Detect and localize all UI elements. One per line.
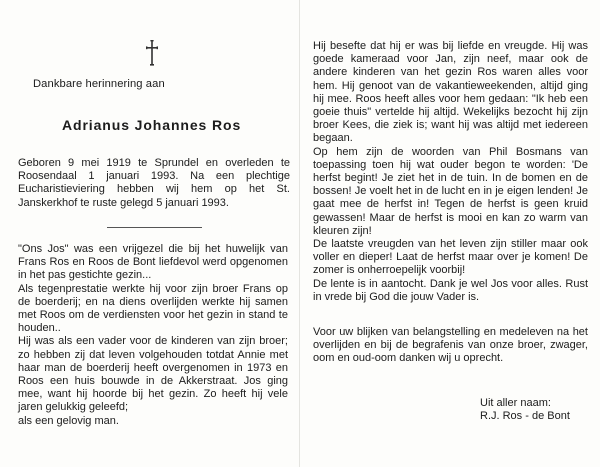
- tribute-paragraph: De lente is in aantocht. Dank je wel Jos voor alles. Rust in vrede bij God die jouw Vader is.: [313, 277, 588, 303]
- signature-intro: Uit aller naam:: [480, 397, 551, 409]
- deceased-name: Adrianus Johannes Ros: [62, 117, 242, 133]
- bio-paragraph: als een gelovig man.: [18, 414, 119, 427]
- intro-text: Geboren 9 mei 1919 te Sprundel en overleden te Roosendaal 1 januari 1993. Na een plechtige Eucharistieviering hebben wij hem op het St. Janskerkhof te ruste gelegd 5 januari 1993.: [18, 157, 290, 209]
- cross-icon: [146, 40, 158, 66]
- signature-name: R.J. Ros - de Bont: [480, 410, 570, 423]
- tribute-paragraph: De laatste vreugden van het leven zijn stiller maar ook voller en dieper! Laat de herfst maar over je komen! De zomer is onherroepelijk voorbij!: [313, 238, 588, 277]
- thanks-text: Voor uw blijken van belangstelling en medeleven na het overlijden en bij de begrafenis van onze broer, zwager, oom en oud-oom danken wij u oprecht.: [313, 326, 588, 365]
- center-fold: [299, 0, 300, 467]
- biography: [18, 243, 288, 428]
- tribute-paragraph: Op hem zijn de woorden van Phil Bosmans van toepassing toen hij wat ouder begon te worden: 'De herfst begint! Je ziet het in de tuin. In de bomen en de bossen! Je voelt het in de lucht en in je eigen lenden! Je gaat mee de herfst in! Tegen de herfst is geen kruid gewassen! Maar de herfst is mooi en kan zo warm van kleuren zijn!: [313, 145, 588, 237]
- thanks-paragraph: [313, 326, 588, 366]
- bio-paragraph: Hij was als een vader voor de kinderen van zijn broer; zo hebben zij dat leven volgehouden totdat Annie met haar man de boerderij heeft overgenomen in 1973 en Roos een huis bouwde in de Akkerstraat. Jos ging mee, want hij hoorde bij het gezin. Zo heeft hij vele jaren gelukkig geleefd;: [18, 335, 288, 414]
- bio-paragraph: Als tegenprestatie werkte hij voor zijn broer Frans op de boerderij; en na diens overlijden werkte hij samen met Roos om de verdiensten voor het gezin in stand te houden..: [18, 282, 288, 335]
- signature-block: [480, 397, 570, 423]
- bio-paragraph: "Ons Jos" was een vrijgezel die bij het huwelijk van Frans Ros en Roos de Bont liefdevol werd opgenomen in het pas gestichte gezin...: [18, 243, 288, 282]
- divider-line: [107, 227, 202, 228]
- tribute-text: [313, 40, 588, 304]
- remembrance-heading: Dankbare herinnering aan: [33, 78, 165, 90]
- birth-death-paragraph: [18, 157, 290, 210]
- tribute-paragraph: Hij besefte dat hij er was bij liefde en vreugde. Hij was goede kameraad voor Jan, zijn neef, maar ook de andere kinderen van het gezin Ros waren alles voor hem. Hij genoot van de vakantieweekenden, altijd ging hij mee. Roos heeft alles voor hem gedaan: "Ik heb een goeie thuis" vertelde hij altijd. Wekelijks bezocht hij zijn broer Kees, die ziek is; want hij was altijd met iedereen begaan.: [313, 40, 588, 145]
